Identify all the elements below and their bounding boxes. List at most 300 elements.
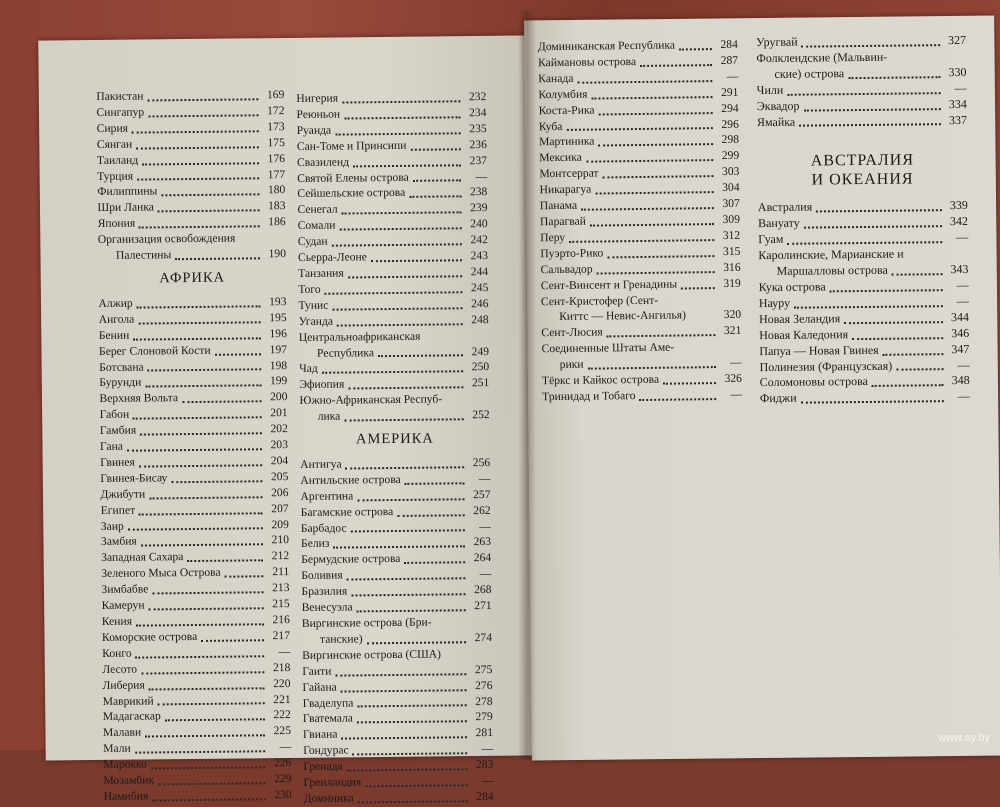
leader-dots — [872, 383, 944, 387]
entry-name: Сенегал — [297, 202, 338, 217]
leader-dots — [201, 638, 264, 642]
entry-page: 321 — [723, 324, 742, 338]
entry-name: Кука острова — [758, 279, 826, 295]
entry-name: Западная Сахара — [101, 550, 184, 565]
entry-name: Гренада — [303, 759, 343, 774]
entry-name: Эфиопия — [299, 377, 345, 392]
entry-name: Конго — [102, 646, 132, 660]
index-entry — [102, 660, 290, 678]
entry-name: Бенин — [98, 328, 130, 342]
leader-dots — [149, 686, 265, 690]
index-entry — [98, 230, 286, 264]
entry-name: рики — [559, 357, 584, 372]
leader-dots — [787, 91, 940, 96]
entry-name: Судан — [297, 234, 328, 249]
leader-dots — [148, 368, 262, 372]
leader-dots — [799, 123, 941, 127]
entry-page: 206 — [271, 485, 289, 499]
entry-name: Никарагуа — [539, 182, 592, 197]
index-entry — [100, 437, 288, 455]
entry-name: Шри Ланка — [97, 200, 154, 215]
entry-page: 243 — [470, 249, 489, 263]
entry-page: 304 — [722, 180, 740, 195]
leader-dots — [639, 397, 716, 401]
entry-page: 312 — [722, 228, 741, 242]
entry-page: 316 — [723, 260, 741, 274]
index-entry — [101, 548, 289, 566]
entry-name: Сомали — [297, 218, 336, 233]
leader-dots — [358, 799, 468, 803]
leader-dots — [357, 497, 464, 501]
entry-page: 275 — [474, 662, 493, 676]
leader-dots — [883, 352, 944, 356]
leader-dots — [136, 622, 264, 626]
entry-name: Намибия — [103, 789, 149, 803]
entry-page: 294 — [721, 101, 739, 115]
entry-name: Коморские острова — [101, 629, 198, 644]
leader-dots — [137, 177, 259, 181]
entry-name: Парагвай — [539, 214, 586, 229]
entry-name: Тёркс и Кайкос острова — [541, 372, 660, 388]
entry-page: — — [954, 80, 967, 95]
entry-name: Либерия — [102, 678, 145, 692]
entry-name: Филиппины — [97, 184, 158, 199]
entry-name: Сирия — [96, 121, 129, 135]
entry-page: 264 — [473, 551, 492, 565]
entry-name: Колумбия — [538, 87, 588, 101]
section-heading-africa: АФРИКА — [159, 269, 226, 287]
leader-dots — [215, 352, 261, 355]
entry-page: 334 — [948, 96, 967, 111]
leader-dots — [165, 718, 265, 722]
leader-dots — [136, 145, 259, 149]
leader-dots — [357, 704, 466, 708]
entry-name: Мартиника — [538, 134, 595, 149]
leader-dots — [322, 370, 463, 374]
entry-page: — — [481, 742, 494, 756]
index-entry — [100, 405, 288, 423]
entry-name: Барбадос — [300, 521, 347, 535]
entry-page: 263 — [473, 535, 492, 549]
entry-name: Антигуа — [300, 457, 342, 471]
entry-page: 284 — [476, 789, 494, 804]
leader-dots — [804, 107, 941, 111]
index-entry — [100, 469, 288, 487]
entry-name: Маврикий — [102, 693, 154, 708]
entry-name: Венесуэла — [301, 600, 353, 615]
entry-page: 244 — [470, 264, 489, 279]
entry-name: Сент-Люсия — [541, 325, 603, 340]
index-entry — [103, 723, 291, 741]
entry-name: Бермудские острова — [301, 552, 401, 567]
leader-dots — [171, 479, 262, 483]
leader-dots — [586, 158, 713, 163]
entry-name: Пакистан — [96, 89, 144, 104]
entry-page: 202 — [270, 422, 288, 436]
entry-page: 296 — [721, 117, 739, 131]
index-entry — [101, 564, 289, 582]
entry-page: 213 — [272, 581, 290, 595]
index-entry — [304, 789, 494, 807]
leader-dots — [577, 79, 712, 84]
entry-name: Фиджи — [759, 391, 797, 406]
entry-name: Ангола — [98, 312, 135, 326]
entry-name: Гаити — [302, 664, 332, 678]
entry-name: Гренландия — [303, 775, 362, 790]
leader-dots — [896, 368, 943, 371]
entry-name: Сан-Томе и Принсипи — [296, 138, 407, 153]
entry-page: 246 — [471, 296, 489, 310]
entry-page: 201 — [270, 406, 288, 420]
entry-page: 271 — [474, 599, 492, 613]
entry-name: Южно-Африканская Респуб- — [299, 392, 443, 408]
entry-name: Мозамбик — [103, 773, 155, 788]
section-heading-line: И ОКЕАНИЯ — [811, 170, 914, 189]
entry-name: Чили — [756, 82, 784, 97]
entry-name: Ямайка — [756, 114, 796, 129]
entry-page: 309 — [722, 212, 741, 226]
entry-page: 276 — [475, 678, 493, 692]
leader-dots — [145, 734, 265, 738]
entry-name: Соединенные Штаты Аме- — [541, 340, 675, 356]
entry-name: Панама — [539, 198, 578, 213]
entry-page: 251 — [471, 376, 490, 390]
index-entry — [102, 676, 290, 694]
leader-dots — [816, 209, 942, 213]
leader-dots — [569, 238, 714, 243]
entry-page: 195 — [269, 310, 287, 324]
leader-dots — [332, 306, 462, 310]
index-entry — [97, 182, 285, 200]
entry-name: Виргинские острова (Бри- — [301, 615, 432, 630]
entry-name: Замбия — [100, 535, 137, 549]
section-heading-line: АВСТРАЛИЯ — [810, 151, 915, 170]
leader-dots — [149, 606, 264, 610]
entry-page: 342 — [949, 214, 969, 229]
entry-page: 225 — [273, 724, 292, 738]
entry-name: Сальвадор — [540, 262, 593, 276]
entry-name: Эквадор — [756, 98, 800, 113]
right-column-1 — [538, 37, 742, 405]
entry-name: Руанда — [296, 123, 332, 137]
entry-page: 307 — [722, 196, 740, 211]
leader-dots — [158, 781, 265, 785]
index-entry — [99, 310, 287, 328]
leader-dots — [140, 431, 262, 435]
entry-page: 215 — [272, 597, 290, 611]
leader-dots — [128, 527, 263, 531]
entry-page: 205 — [270, 469, 289, 484]
entry-page: 250 — [471, 360, 490, 374]
entry-page: 315 — [722, 244, 741, 258]
entry-page: 204 — [270, 453, 289, 468]
leader-dots — [347, 767, 468, 771]
entry-name: Палестины — [115, 248, 172, 262]
entry-page: — — [475, 169, 488, 183]
entry-page: 330 — [948, 64, 967, 79]
leader-dots — [335, 131, 461, 135]
leader-dots — [581, 206, 714, 211]
entry-name: Монтсеррат — [539, 166, 599, 181]
entry-page: 343 — [950, 261, 969, 277]
entry-page: 281 — [475, 726, 494, 740]
entry-page: 242 — [470, 233, 488, 247]
index-entry — [98, 214, 286, 232]
entry-page: 173 — [267, 119, 285, 134]
leader-dots — [158, 209, 260, 213]
entry-name: Сент-Винсент и Гренадины — [540, 277, 678, 292]
entry-name: Гвинея-Бисау — [100, 471, 168, 485]
index-entry — [101, 501, 289, 519]
entry-name: Антильские острова — [300, 472, 401, 487]
leader-dots — [804, 224, 942, 228]
index-entry — [97, 151, 285, 169]
leader-dots — [603, 174, 714, 178]
entry-name: Фолклендские (Мальвин- — [756, 49, 888, 66]
entry-page: — — [726, 69, 739, 83]
leader-dots — [151, 765, 265, 769]
entry-name: Белиз — [300, 537, 330, 551]
index-entry — [103, 707, 291, 725]
entry-name: Того — [298, 282, 321, 296]
entry-name: Реюньон — [296, 107, 341, 121]
entry-page: 200 — [270, 390, 288, 404]
leader-dots — [787, 240, 942, 245]
leader-dots — [348, 274, 462, 278]
index-entry — [99, 342, 287, 360]
leader-dots — [595, 190, 713, 194]
leader-dots — [410, 147, 460, 151]
entry-page: 245 — [470, 280, 489, 295]
entry-name: Сент-Кристофер (Сент- — [540, 293, 659, 308]
leader-dots — [663, 381, 716, 385]
leader-dots — [802, 43, 941, 47]
leader-dots — [133, 415, 262, 419]
index-entry — [541, 339, 741, 373]
entry-page: 220 — [273, 676, 291, 690]
index-entry — [99, 358, 287, 376]
entry-name: Чад — [299, 362, 318, 376]
index-entry — [99, 373, 287, 391]
entry-page: 230 — [274, 787, 292, 802]
entry-name: Лесото — [102, 662, 138, 676]
entry-page: — — [478, 471, 491, 485]
leader-dots — [132, 129, 259, 133]
entry-name: Алжир — [98, 296, 133, 310]
entry-name: Святой Елены острова — [297, 170, 409, 185]
entry-page: 279 — [475, 710, 493, 724]
entry-page: 172 — [267, 103, 285, 118]
entry-name: Канада — [538, 71, 574, 86]
leader-dots — [340, 226, 462, 230]
entry-name: Заир — [100, 519, 124, 533]
index-entry — [97, 135, 285, 153]
leader-dots — [137, 304, 261, 308]
leader-dots — [591, 95, 712, 99]
leader-dots — [139, 463, 262, 467]
index-entry — [103, 692, 291, 710]
entry-page: 298 — [721, 133, 740, 147]
entry-name: Сянган — [96, 137, 133, 151]
entry-name: Папуа — Новая Гвинея — [759, 342, 879, 358]
entry-name: Зеленого Мыса Острова — [101, 566, 221, 581]
leader-dots — [135, 749, 265, 753]
entry-name: Сейшельские острова — [297, 186, 406, 201]
entry-page: 238 — [469, 185, 488, 199]
entry-name: Кения — [101, 614, 133, 628]
index-entry — [102, 612, 290, 630]
entry-page: 209 — [271, 517, 289, 531]
left-column-2 — [296, 89, 493, 807]
entry-page: 256 — [472, 455, 491, 470]
entry-page: 262 — [473, 503, 491, 517]
index-entry — [100, 453, 288, 471]
entry-page: 183 — [268, 199, 286, 213]
entry-page: 252 — [472, 408, 490, 422]
leader-dots — [325, 290, 463, 294]
index-entry — [97, 198, 285, 216]
leader-dots — [141, 543, 263, 547]
entry-page: — — [957, 357, 970, 372]
entry-name: Коста-Рика — [538, 103, 595, 117]
leader-dots — [852, 336, 943, 340]
entry-page: 216 — [272, 613, 290, 627]
leader-dots — [409, 195, 461, 199]
entry-name: Мексика — [539, 151, 582, 165]
entry-page: 268 — [474, 583, 492, 597]
entry-page: 175 — [267, 135, 285, 149]
leader-dots — [225, 574, 264, 577]
leader-dots — [801, 399, 944, 404]
entry-page: 237 — [469, 153, 488, 167]
entry-name: Аргентина — [300, 489, 354, 503]
entry-page: 210 — [271, 533, 290, 547]
entry-page: 207 — [271, 501, 289, 515]
index-entry — [756, 49, 966, 83]
entry-name: Новая Зеландия — [758, 311, 841, 326]
entry-name: Турция — [97, 169, 134, 183]
index-entry — [102, 628, 290, 646]
entry-name: Бразилия — [301, 584, 348, 599]
index-entry — [99, 389, 287, 407]
entry-name: Свазиленд — [296, 155, 350, 169]
entry-page: 249 — [471, 344, 490, 358]
entry-page: 211 — [272, 565, 290, 579]
entry-page: 327 — [948, 32, 967, 48]
index-entry — [97, 119, 285, 137]
leader-dots — [679, 47, 712, 50]
entry-page: 217 — [272, 628, 291, 643]
leader-dots — [844, 320, 943, 324]
index-entry — [541, 291, 741, 325]
leader-dots — [139, 511, 263, 515]
entry-page: — — [956, 277, 969, 292]
leader-dots — [681, 286, 715, 289]
leader-dots — [342, 211, 462, 215]
entry-name: ские) острова — [774, 66, 845, 81]
entry-name: Зимбабве — [101, 582, 149, 597]
entry-name: Тринидад и Тобаго — [542, 389, 636, 404]
entry-page: 239 — [470, 201, 488, 215]
entry-name: Новая Каледония — [759, 326, 849, 342]
index-entry — [102, 644, 290, 662]
entry-name: Тунис — [298, 298, 329, 312]
entry-name: Габон — [99, 407, 130, 422]
leader-dots — [187, 559, 263, 563]
index-entry — [99, 326, 287, 344]
entry-name: Боливия — [301, 568, 343, 583]
entry-page: — — [481, 774, 494, 788]
entry-page: 283 — [475, 758, 494, 772]
entry-name: Танзания — [298, 266, 344, 280]
entry-name: Киттс — Невис-Ангилья) — [559, 308, 687, 324]
entry-page: 346 — [951, 325, 970, 340]
index-entry — [542, 387, 742, 405]
index-entry — [103, 755, 291, 773]
entry-name: лика — [317, 409, 341, 423]
leader-dots — [353, 751, 468, 755]
entry-page: 229 — [274, 772, 292, 786]
leader-dots — [566, 127, 712, 132]
index-entry — [299, 391, 489, 425]
entry-page: 232 — [468, 90, 487, 104]
leader-dots — [353, 163, 461, 167]
entry-name: Организация освобождения — [97, 231, 236, 247]
entry-name: Центральноафриканская — [298, 329, 421, 344]
entry-name: Виргинские острова (США) — [302, 647, 442, 662]
leader-dots — [152, 590, 263, 594]
entry-page: 339 — [949, 198, 968, 213]
leader-dots — [337, 322, 463, 326]
entry-page: 291 — [720, 85, 739, 99]
entry-name: Доминика — [303, 791, 354, 805]
leader-dots — [357, 608, 466, 612]
entry-name: Гуам — [758, 232, 784, 247]
entry-name: Гвиана — [302, 727, 338, 742]
entry-name: Египет — [100, 503, 136, 517]
left-column-1 — [96, 87, 291, 805]
leader-dots — [145, 384, 261, 388]
leader-dots — [335, 672, 466, 676]
entry-page: — — [956, 230, 969, 245]
entry-name: Бурунди — [99, 375, 142, 390]
entry-page: 169 — [266, 88, 285, 102]
entry-page: 337 — [948, 112, 968, 127]
leader-dots — [142, 161, 259, 165]
index-entry — [302, 614, 492, 648]
entry-page: 234 — [469, 105, 487, 120]
entry-page: 303 — [721, 165, 740, 179]
entry-page: 235 — [469, 121, 487, 136]
entry-page: 240 — [470, 217, 488, 231]
leader-dots — [133, 336, 261, 340]
entry-page: 197 — [269, 342, 288, 356]
entry-page: 180 — [267, 183, 286, 197]
entry-name: Пуэрто-Рико — [540, 246, 604, 261]
leader-dots — [397, 513, 464, 517]
index-entry — [103, 739, 291, 757]
leader-dots — [332, 242, 462, 246]
entry-name: Уругвай — [756, 34, 798, 50]
entry-page: — — [278, 644, 291, 658]
entry-name: Берег Слоновой Кости — [98, 343, 211, 358]
entry-page: — — [957, 389, 970, 404]
leader-dots — [341, 736, 467, 740]
entry-page: 186 — [268, 215, 286, 229]
entry-name: Гваделупа — [302, 695, 354, 710]
leader-dots — [141, 670, 264, 674]
leader-dots — [147, 97, 258, 101]
